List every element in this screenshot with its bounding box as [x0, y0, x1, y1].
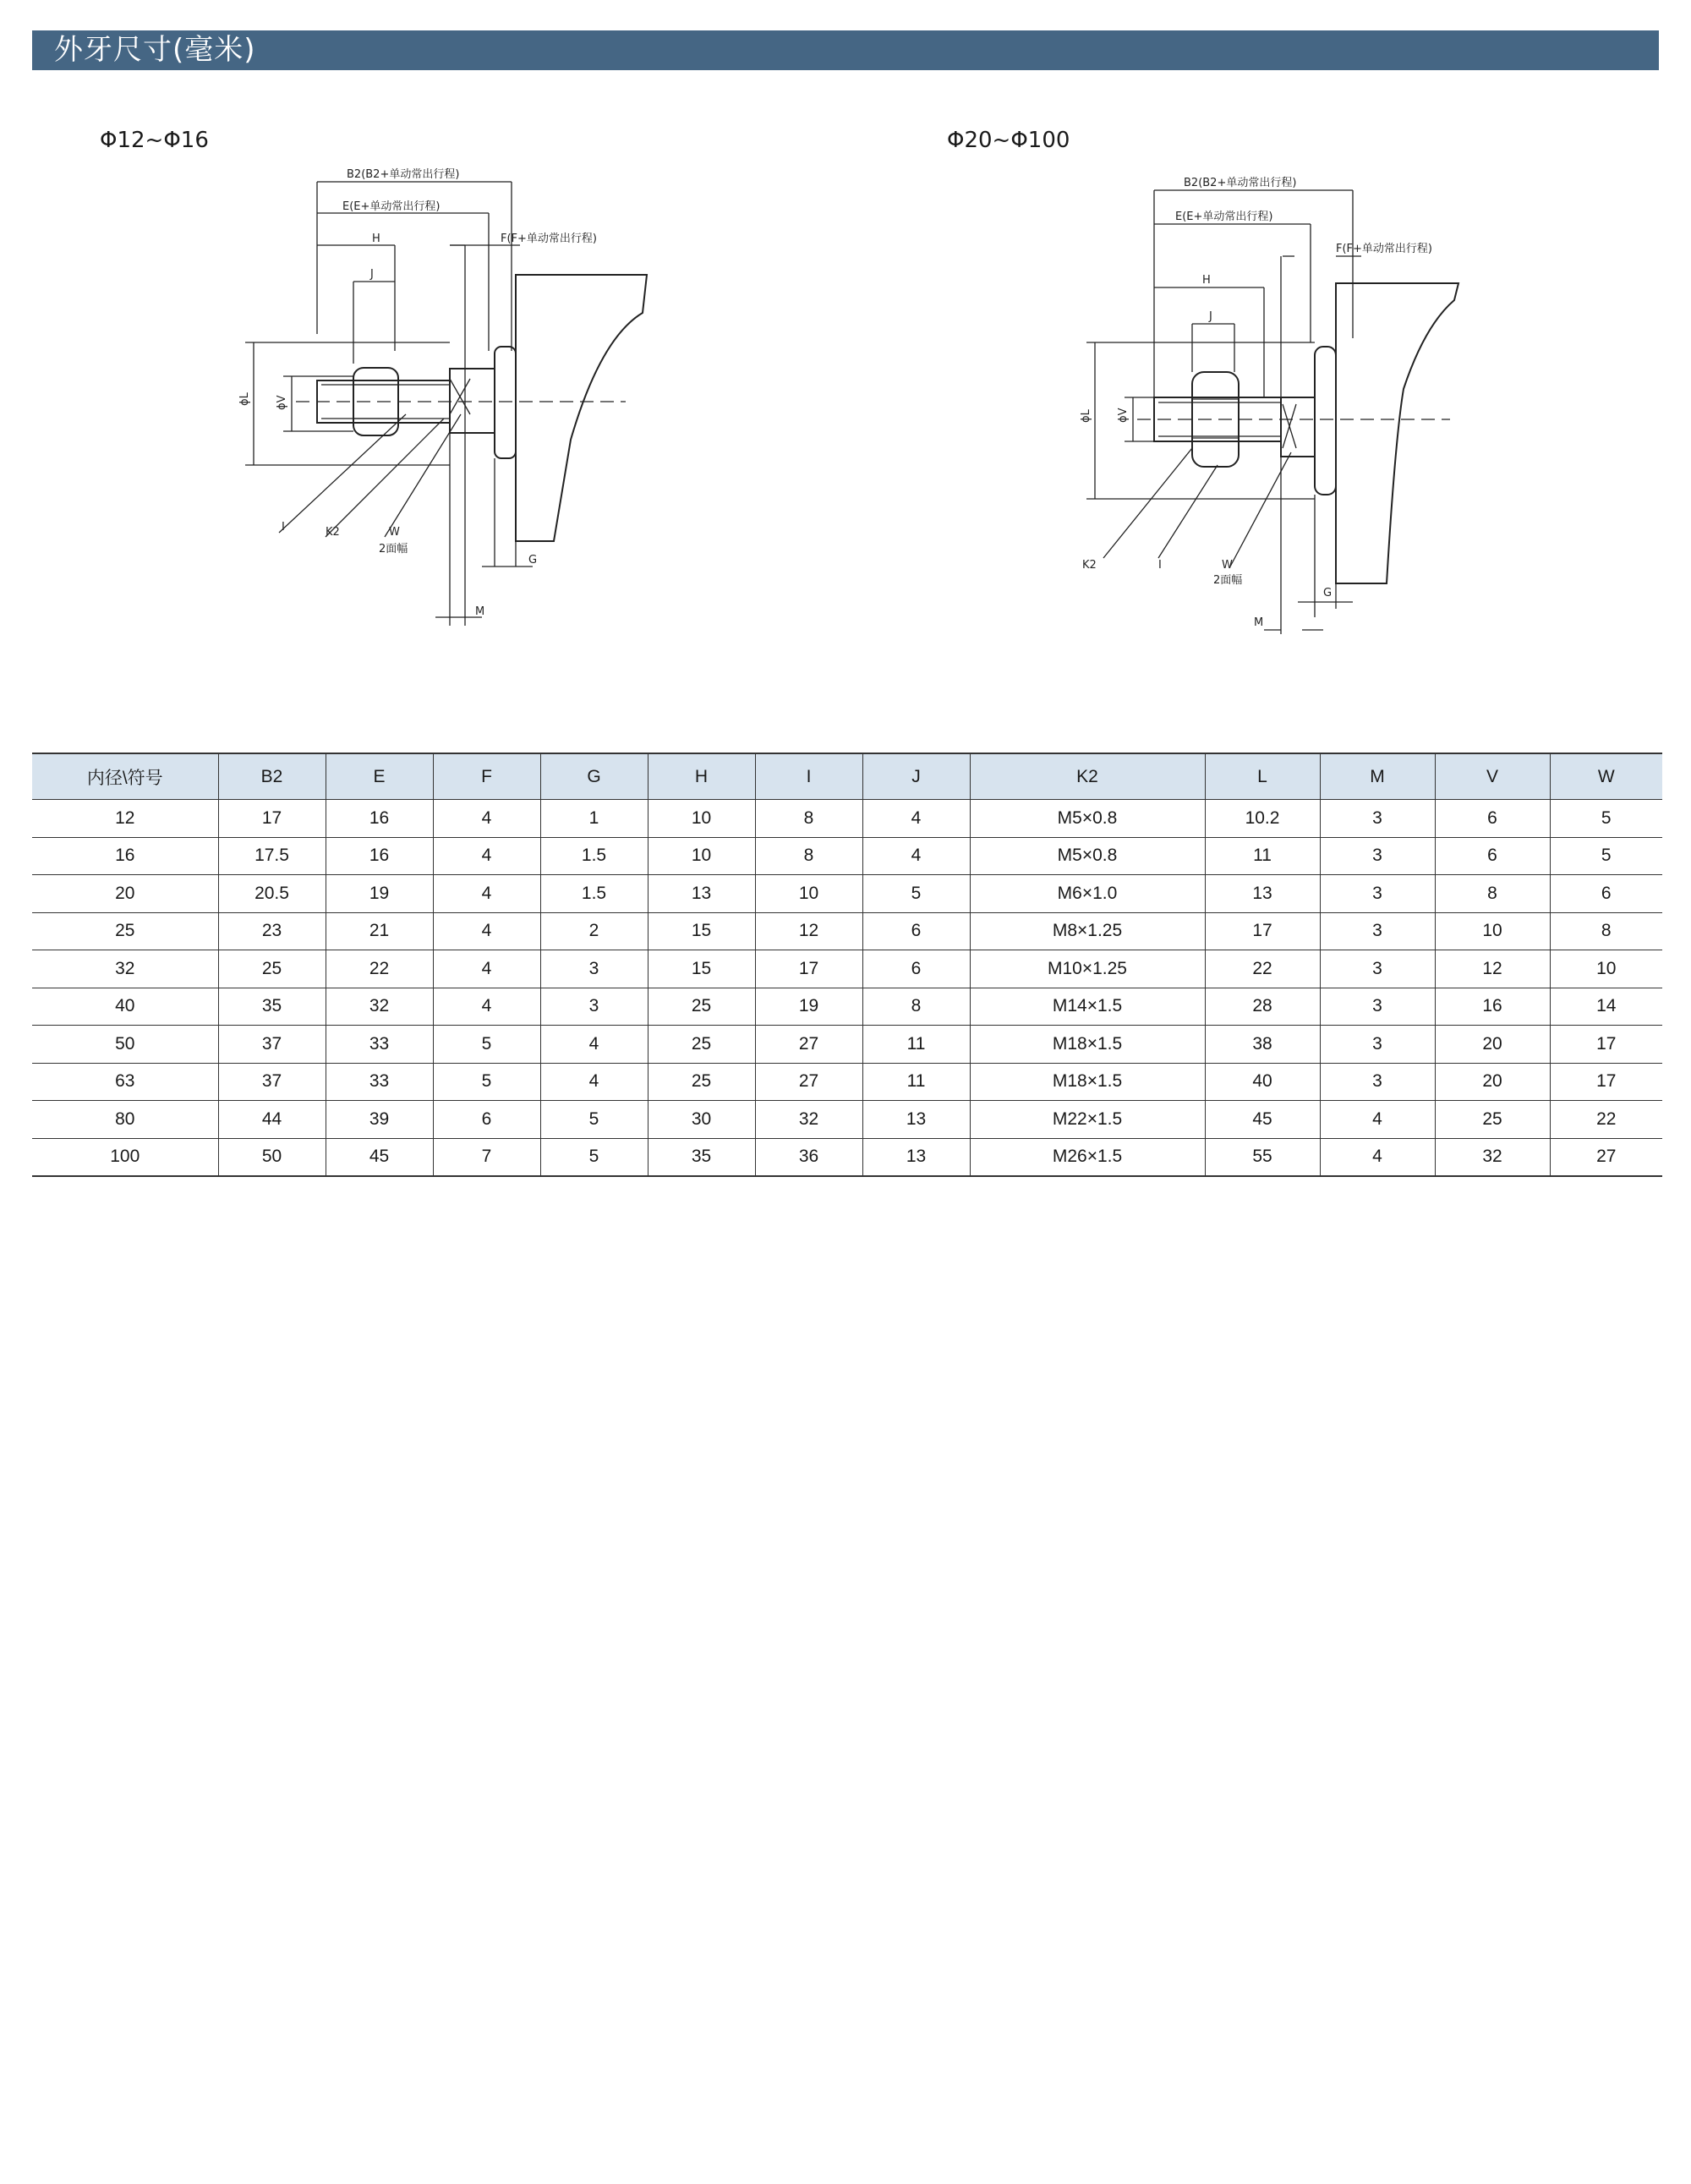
table-cell: 44	[218, 1101, 326, 1139]
col-header: E	[326, 753, 433, 800]
table-cell: 32	[32, 950, 218, 988]
table-cell: 11	[862, 1063, 970, 1101]
table-cell: 55	[1205, 1138, 1320, 1176]
table-row	[32, 1101, 1662, 1139]
table-cell: 13	[862, 1101, 970, 1139]
table-cell: 27	[1550, 1138, 1662, 1176]
table-row	[32, 912, 1662, 950]
table-cell: 20	[1435, 1026, 1550, 1064]
table-cell: 100	[32, 1138, 218, 1176]
table-cell: 3	[1320, 837, 1435, 875]
table-cell: 16	[1435, 988, 1550, 1026]
table-cell: 6	[862, 912, 970, 950]
table-cell: 3	[1320, 1063, 1435, 1101]
table-cell: 20.5	[218, 875, 326, 913]
table-cell: 10.2	[1205, 800, 1320, 838]
dim-l: ϕL	[238, 392, 251, 406]
table-cell: 63	[32, 1063, 218, 1101]
table-cell: 3	[1320, 988, 1435, 1026]
table-cell: 13	[862, 1138, 970, 1176]
table-cell: 32	[755, 1101, 862, 1139]
col-header: L	[1205, 753, 1320, 800]
table-cell: M5×0.8	[970, 837, 1205, 875]
table-cell: M5×0.8	[970, 800, 1205, 838]
table-cell: 6	[433, 1101, 540, 1139]
table-cell: 4	[433, 837, 540, 875]
table-cell: 3	[540, 950, 648, 988]
table-cell: 17	[218, 800, 326, 838]
table-cell: 3	[1320, 800, 1435, 838]
table-cell: 17	[1550, 1063, 1662, 1101]
table-cell: 20	[32, 875, 218, 913]
table-cell: 37	[218, 1026, 326, 1064]
table-cell: 4	[433, 875, 540, 913]
table-cell: 3	[1320, 1026, 1435, 1064]
table-cell: 8	[755, 837, 862, 875]
table-cell: 45	[326, 1138, 433, 1176]
table-cell: 25	[1435, 1101, 1550, 1139]
dim-w: W	[389, 526, 400, 539]
table-cell: 8	[862, 988, 970, 1026]
diagram-large-bore	[1070, 169, 1509, 643]
table-cell: 45	[1205, 1101, 1320, 1139]
table-cell: 32	[1435, 1138, 1550, 1176]
table-cell: M26×1.5	[970, 1138, 1205, 1176]
table-cell: 5	[540, 1101, 648, 1139]
table-cell: 8	[755, 800, 862, 838]
table-cell: 4	[433, 988, 540, 1026]
col-header: K2	[970, 753, 1205, 800]
table-cell: 50	[32, 1026, 218, 1064]
table-cell: 8	[1435, 875, 1550, 913]
table-cell: M6×1.0	[970, 875, 1205, 913]
col-header: F	[433, 753, 540, 800]
table-cell: 13	[648, 875, 755, 913]
section-header-bar	[32, 30, 1659, 70]
table-cell: 17	[1205, 912, 1320, 950]
table-cell: 3	[1320, 875, 1435, 913]
table-cell: 7	[433, 1138, 540, 1176]
table-cell: 4	[1320, 1101, 1435, 1139]
table-cell: 3	[540, 988, 648, 1026]
table-cell: 16	[326, 800, 433, 838]
col-header: B2	[218, 753, 326, 800]
table-cell: 27	[755, 1026, 862, 1064]
table-cell: M14×1.5	[970, 988, 1205, 1026]
table-cell: 10	[755, 875, 862, 913]
table-cell: 13	[1205, 875, 1320, 913]
col-header: I	[755, 753, 862, 800]
table-cell: 37	[218, 1063, 326, 1101]
dim-m: M	[475, 605, 485, 618]
table-cell: 36	[755, 1138, 862, 1176]
table-cell: 12	[755, 912, 862, 950]
table-cell: M18×1.5	[970, 1026, 1205, 1064]
table-cell: 22	[1205, 950, 1320, 988]
table-cell: 39	[326, 1101, 433, 1139]
table-cell: 40	[1205, 1063, 1320, 1101]
dim-k2: K2	[1082, 559, 1097, 572]
dim-j: J	[1209, 310, 1212, 323]
table-cell: 5	[433, 1063, 540, 1101]
table-cell: 11	[1205, 837, 1320, 875]
table-row	[32, 875, 1662, 913]
table-cell: 15	[648, 950, 755, 988]
table-cell: 30	[648, 1101, 755, 1139]
table-cell: 6	[1435, 800, 1550, 838]
table-cell: 25	[648, 1026, 755, 1064]
col-header: G	[540, 753, 648, 800]
table-cell: 4	[862, 837, 970, 875]
dim-f: F(F+单动常出行程)	[1336, 243, 1432, 255]
table-cell: 10	[1435, 912, 1550, 950]
table-cell: 40	[32, 988, 218, 1026]
table-row	[32, 837, 1662, 875]
table-cell: 14	[1550, 988, 1662, 1026]
dim-m: M	[1254, 616, 1264, 629]
col-header: J	[862, 753, 970, 800]
table-cell: 50	[218, 1138, 326, 1176]
table-cell: M8×1.25	[970, 912, 1205, 950]
table-cell: 6	[862, 950, 970, 988]
table-cell: 5	[433, 1026, 540, 1064]
dimension-table	[32, 753, 1662, 1177]
table-cell: 1.5	[540, 875, 648, 913]
table-cell: 4	[433, 800, 540, 838]
dim-h: H	[1202, 274, 1211, 287]
dim-j: J	[370, 268, 374, 281]
table-cell: 21	[326, 912, 433, 950]
table-cell: 4	[433, 950, 540, 988]
dim-e: E(E+单动常出行程)	[342, 200, 441, 213]
table-cell: 5	[1550, 800, 1662, 838]
dim-f: F(F+单动常出行程)	[501, 233, 597, 245]
table-cell: 4	[540, 1063, 648, 1101]
table-cell: 17	[755, 950, 862, 988]
table-cell: 22	[1550, 1101, 1662, 1139]
table-row	[32, 1026, 1662, 1064]
diagram-label-small: Φ12~Φ16	[100, 128, 209, 153]
table-cell: M18×1.5	[970, 1063, 1205, 1101]
table-cell: 6	[1550, 875, 1662, 913]
dim-l: ϕL	[1080, 409, 1092, 423]
table-cell: 1	[540, 800, 648, 838]
table-cell: 35	[648, 1138, 755, 1176]
table-cell: 20	[1435, 1063, 1550, 1101]
table-cell: 5	[540, 1138, 648, 1176]
dim-g: G	[528, 554, 538, 567]
table-cell: 25	[218, 950, 326, 988]
table-cell: 1.5	[540, 837, 648, 875]
table-cell: 10	[648, 837, 755, 875]
table-row	[32, 950, 1662, 988]
table-cell: 3	[1320, 912, 1435, 950]
table-cell: 5	[1550, 837, 1662, 875]
table-cell: 2	[540, 912, 648, 950]
table-cell: 80	[32, 1101, 218, 1139]
col-header: 内径\符号	[32, 753, 218, 800]
table-cell: 12	[1435, 950, 1550, 988]
col-header: W	[1550, 753, 1662, 800]
dim-v: ϕV	[1117, 408, 1130, 423]
table-cell: 19	[755, 988, 862, 1026]
table-cell: 10	[648, 800, 755, 838]
table-row	[32, 988, 1662, 1026]
table-cell: 4	[1320, 1138, 1435, 1176]
table-cell: M22×1.5	[970, 1101, 1205, 1139]
table-cell: 23	[218, 912, 326, 950]
table-row	[32, 1063, 1662, 1101]
table-cell: 5	[862, 875, 970, 913]
dim-e: E(E+单动常出行程)	[1175, 211, 1273, 223]
dim-b2: B2(B2+单动常出行程)	[1184, 177, 1297, 189]
table-row	[32, 800, 1662, 838]
table-cell: 25	[32, 912, 218, 950]
dim-v: ϕV	[276, 395, 288, 410]
table-cell: 38	[1205, 1026, 1320, 1064]
diagram-label-large: Φ20~Φ100	[947, 128, 1070, 153]
dim-w: W	[1222, 559, 1233, 572]
col-header: H	[648, 753, 755, 800]
dim-w-note: 2面幅	[1213, 574, 1243, 587]
table-cell: 10	[1550, 950, 1662, 988]
col-header: M	[1320, 753, 1435, 800]
table-cell: 12	[32, 800, 218, 838]
table-cell: 17	[1550, 1026, 1662, 1064]
table-cell: 33	[326, 1026, 433, 1064]
table-cell: 3	[1320, 950, 1435, 988]
dim-h: H	[372, 233, 380, 245]
table-cell: 6	[1435, 837, 1550, 875]
table-cell: 27	[755, 1063, 862, 1101]
table-cell: 16	[32, 837, 218, 875]
dim-g: G	[1323, 587, 1333, 599]
table-cell: 22	[326, 950, 433, 988]
table-cell: 35	[218, 988, 326, 1026]
dim-i: I	[1158, 559, 1162, 572]
table-header-row	[32, 753, 1662, 800]
table-cell: 33	[326, 1063, 433, 1101]
dim-w-note: 2面幅	[379, 543, 408, 556]
table-cell: 8	[1550, 912, 1662, 950]
diagram-small-bore	[228, 161, 668, 634]
table-cell: 28	[1205, 988, 1320, 1026]
dim-i: I	[282, 521, 285, 534]
table-cell: 17.5	[218, 837, 326, 875]
section-title: 外牙尺寸(毫米)	[54, 33, 256, 67]
dim-b2: B2(B2+单动常出行程)	[347, 168, 460, 181]
table-cell: 19	[326, 875, 433, 913]
table-cell: 25	[648, 988, 755, 1026]
table-cell: M10×1.25	[970, 950, 1205, 988]
table-cell: 32	[326, 988, 433, 1026]
dim-k2: K2	[326, 526, 340, 539]
table-cell: 15	[648, 912, 755, 950]
table-cell: 16	[326, 837, 433, 875]
table-cell: 25	[648, 1063, 755, 1101]
table-cell: 4	[540, 1026, 648, 1064]
table-cell: 4	[433, 912, 540, 950]
table-cell: 11	[862, 1026, 970, 1064]
col-header: V	[1435, 753, 1550, 800]
table-row	[32, 1138, 1662, 1176]
table-cell: 4	[862, 800, 970, 838]
